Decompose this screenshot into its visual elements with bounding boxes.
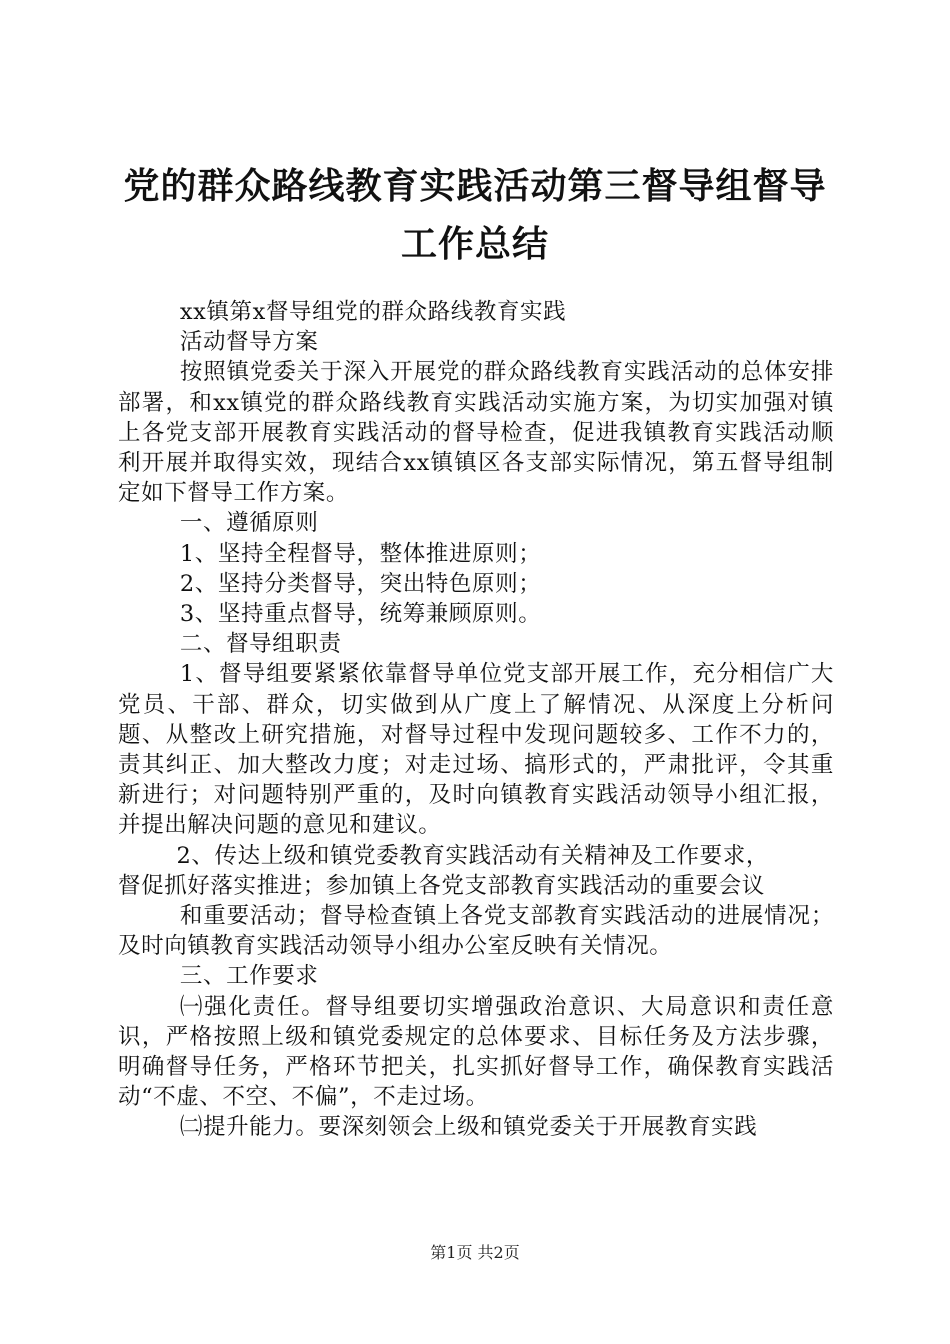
list-item: 2、坚持分类督导，突出特色原则； [179,570,542,597]
page-footer: 第1页 共2页 [430,1243,520,1262]
section-heading: 二、督导组职责 [179,631,342,658]
list-item: 3、坚持重点督导，统筹兼顾原则。 [179,601,542,628]
paragraph: 按照镇党委关于深入开展党的群众路线教育实践活动的总体安排部署，和xx镇党的群众路线教育实践活动实施方案，为切实加强对镇上各党支部开展教育实践活动的督导检查，促进我镇教育实践活动顺利开展并取得实效，现结合xx镇镇区各支部实际情况，第五督导组制定如下督导工作方案。 [118,359,834,507]
list-item: 1、坚持全程督导，整体推进原则； [179,540,542,567]
document-title: 党的群众路线教育实践活动第三督导组督导工作总结 [123,166,827,265]
paragraph: ㈠强化责任。督导组要切实增强政治意识、大局意识和责任意识，严格按照上级和镇党委规定的总体要求、目标任务及方法步骤，明确督导任务，严格环节把关，扎实抓好督导工作，确保教育实践活动“不虚、不空、不偏”，不走过场。 [118,993,834,1111]
paragraph: 活动督导方案 [179,329,319,356]
section-heading: 一、遵循原则 [179,510,319,537]
paragraph: xx镇第x督导组党的群众路线教育实践 [179,299,567,325]
paragraph: ㈡提升能力。要深刻领会上级和镇党委关于开展教育实践 [179,1114,758,1141]
section-heading: 三、工作要求 [179,963,319,990]
paragraph: 和重要活动；督导检查镇上各党支部教育实践活动的进展情况；及时向镇教育实践活动领导小组办公室反映有关情况。 [118,903,834,960]
paragraph: 督促抓好落实推进；参加镇上各党支部教育实践活动的重要会议 [118,872,765,899]
paragraph: 1、督导组要紧紧依靠督导单位党支部开展工作，充分相信广大党员、干部、群众，切实做到从广度上了解情况、从深度上分析问题、从整改上研究措施，对督导过程中发现问题较多、工作不力的，责其纠正、加大整改力度；对走过场、搞形式的，严肃批评，令其重新进行；对问题特别严重的，及时向镇教育实践活动领导小组汇报，并提出解决问题的意见和建议。 [118,661,834,839]
document-body [118,297,834,1143]
paragraph: 2、传达上级和镇党委教育实践活动有关精神及工作要求， [176,842,769,869]
